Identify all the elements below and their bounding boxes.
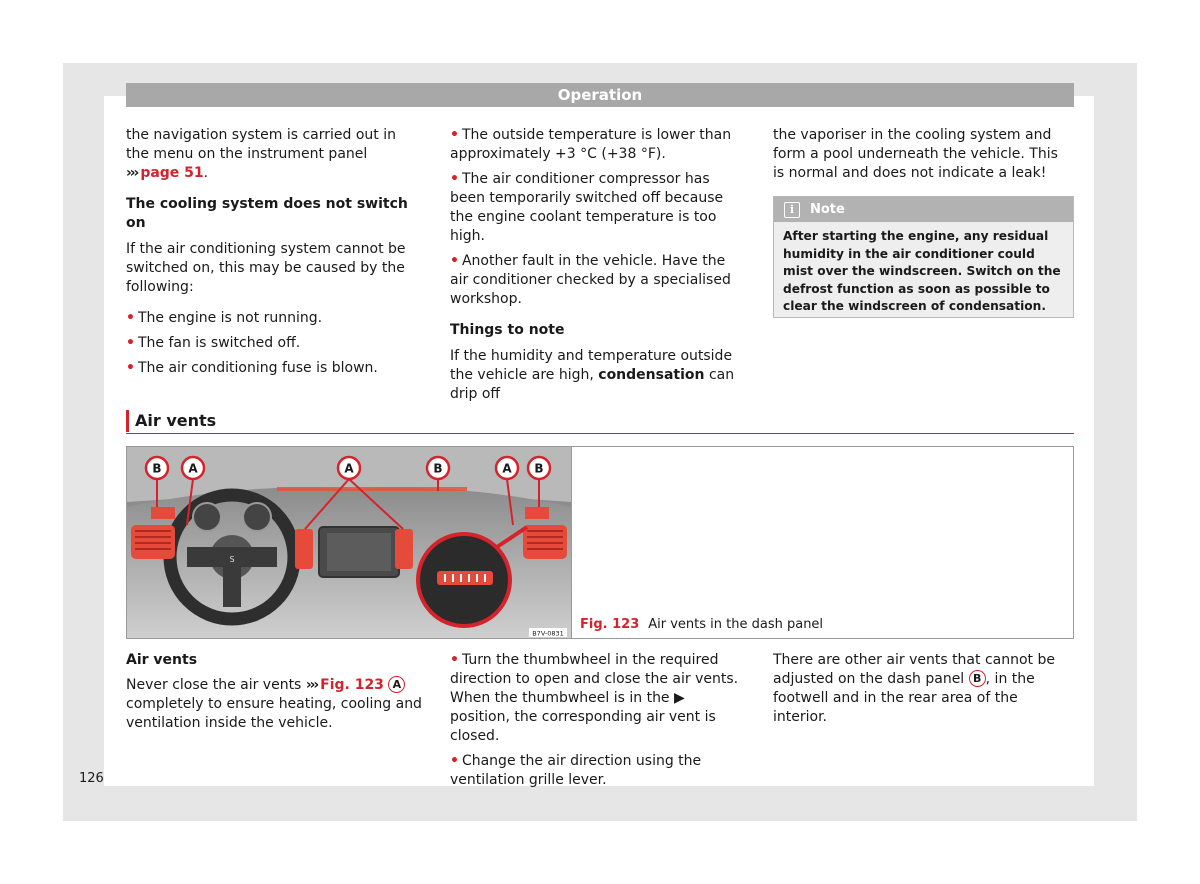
callout-label: A: [188, 461, 198, 476]
bottom-column-1: [126, 651, 426, 740]
list-item: • The fan is switched off.: [126, 335, 301, 351]
list-item: • The air conditioner compressor has been temporarily switched off because the engine coolant temperature is too high.: [450, 171, 724, 244]
page-number: 126: [79, 771, 104, 786]
dashboard-illustration: [127, 447, 571, 638]
figure-link[interactable]: Fig. 123: [320, 677, 384, 693]
cooling-heading: The cooling system does not switch on: [126, 196, 408, 231]
callout-label: B: [433, 461, 443, 476]
section-title: [126, 409, 1074, 434]
bottom-column-3: [773, 651, 1068, 734]
closed-position-icon: ▶: [674, 690, 685, 706]
list-item: • Change the air direction using the ventilation grille lever.: [450, 753, 702, 788]
info-icon: i: [784, 202, 800, 218]
chapter-header: Operation: [126, 83, 1074, 107]
intro-paragraph: the navigation system is carried out in the menu on the instrument panel ››› page 51.: [126, 127, 397, 181]
air-vents-paragraph: Never close the air vents ››› Fig. 123 A completely to ensure heating, cooling and ventilation inside the vehicle.: [126, 677, 422, 731]
list-item: • Another fault in the vehicle. Have the air conditioner checked by a specialised workshop.: [450, 253, 731, 307]
svg-text:S: S: [229, 555, 235, 564]
page-link[interactable]: page 51: [140, 165, 204, 181]
column-2: [450, 126, 745, 411]
callout-label: A: [344, 461, 354, 476]
column-1: [126, 126, 416, 384]
list-item: • The outside temperature is lower than approximately +3 °C (+38 °F).: [450, 127, 732, 162]
things-to-note-paragraph: If the humidity and temperature outside the vehicle are high, condensation can drip off: [450, 348, 735, 402]
vaporiser-paragraph: the vaporiser in the cooling system and form a pool underneath the vehicle. This is normal and does not indicate a leak!: [773, 127, 1058, 181]
callout-badge: B: [969, 670, 986, 687]
figure-number: Fig. 123: [580, 617, 640, 632]
callout-label: B: [152, 461, 162, 476]
list-item: • Turn the thumbwheel in the required direction to open and close the air vents. When the thumbwheel is in the ▶ position, the corresponding air vent is closed.: [450, 652, 739, 744]
figure-caption-text: Air vents in the dash panel: [648, 617, 824, 632]
ref-arrows: ›››: [126, 165, 138, 181]
list-item: • The air conditioning fuse is blown.: [126, 360, 378, 376]
figure-caption: [580, 617, 823, 632]
callout-label: B: [534, 461, 544, 476]
column-3: [773, 126, 1073, 190]
figure-code: B7V-0831: [532, 629, 564, 638]
bottom-column-2: [450, 651, 748, 796]
section-title-text: Air vents: [135, 411, 217, 430]
figure-box: [126, 446, 1074, 639]
note-text: After starting the engine, any residual humidity in the air conditioner could mist over the windscreen. Switch on the defrost function as soon as possible to clear the windscreen of condensation.: [783, 229, 1061, 313]
figure-divider: [571, 447, 572, 638]
other-vents-paragraph: There are other air vents that cannot be adjusted on the dash panel B , in the footwell and in the rear area of the interior.: [773, 652, 1055, 725]
air-vents-heading: Air vents: [126, 652, 198, 668]
callout-badge: A: [388, 676, 405, 693]
callout-label: A: [502, 461, 512, 476]
note-header: [774, 197, 1073, 222]
section-accent-bar: [126, 410, 129, 432]
things-to-note-heading: Things to note: [450, 322, 565, 338]
cooling-paragraph: If the air conditioning system cannot be switched on, this may be caused by the following:: [126, 241, 406, 295]
note-box: [773, 196, 1074, 318]
note-label: Note: [810, 201, 845, 217]
list-item: • The engine is not running.: [126, 310, 323, 326]
